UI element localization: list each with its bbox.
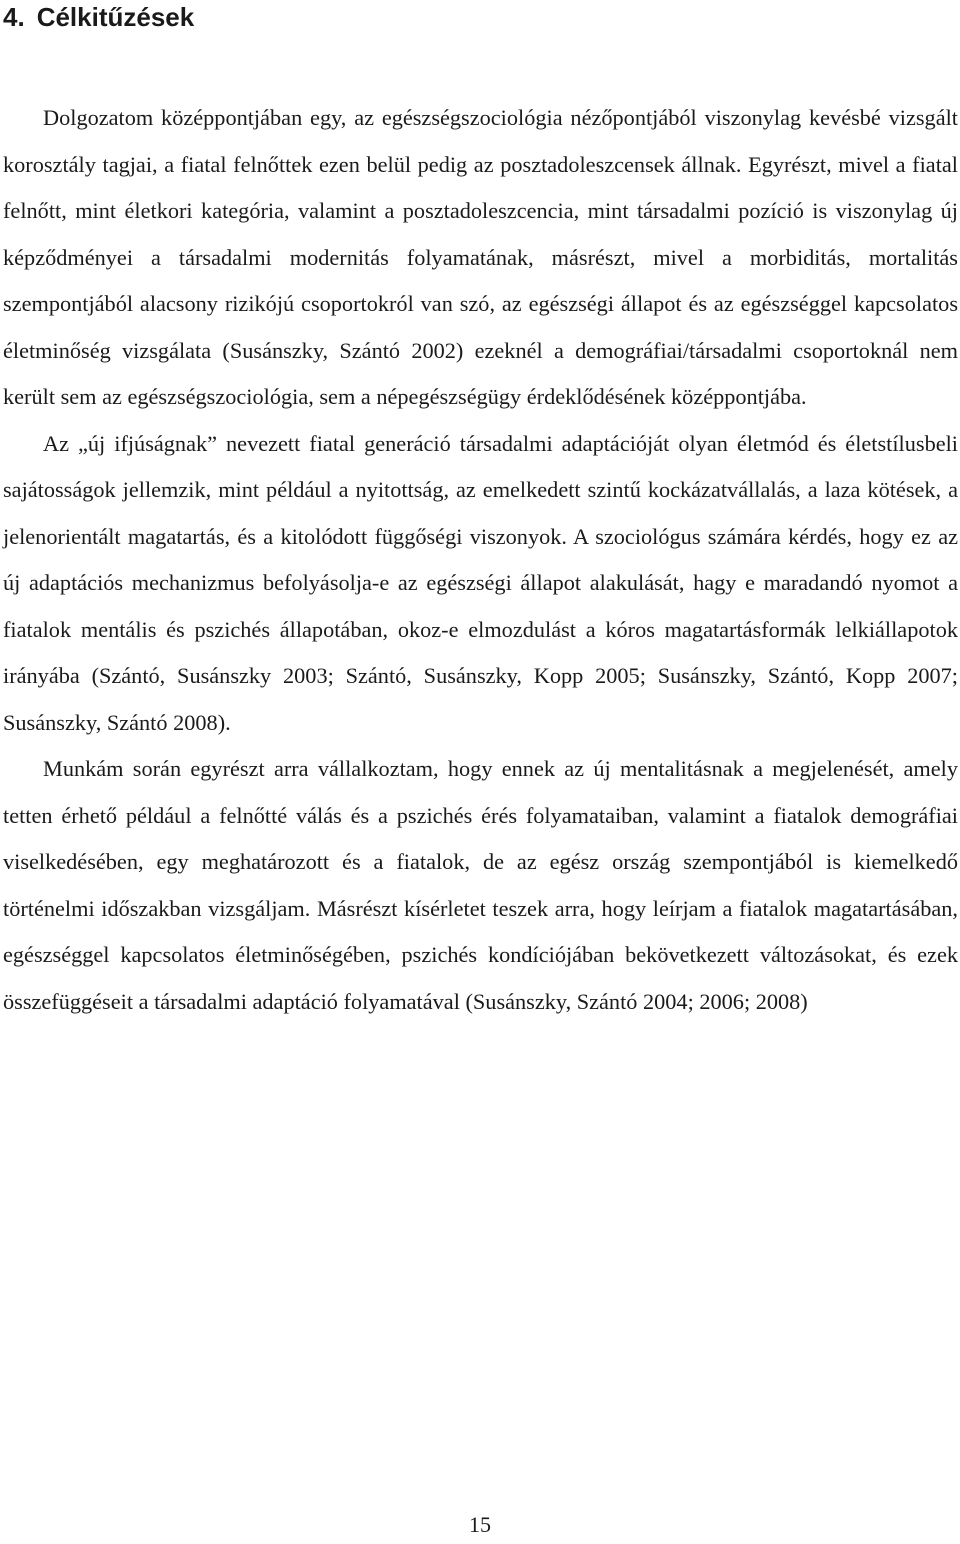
section-heading	[3, 0, 194, 34]
page-number: 15	[469, 1512, 491, 1537]
section-title: Célkitűzések	[36, 2, 195, 32]
paragraph: Dolgozatom középpontjában egy, az egészségszociológia nézőpontjából viszonylag kevésbé vizsgált korosztály tagjai, a fiatal felnőttek ezen belül pedig az posztadoleszcensek állnak. Egyrészt, mivel a fiatal felnőtt, mint életkori kategória, valamint a posztadoleszcencia, mint társadalmi pozíció is viszonylag új képződményei a társadalmi modernitás folyamatának, másrészt, mivel a morbiditás, mortalitás szempontjából alacsony rizikójú csoportokról van szó, az egészségi állapot és az egészséggel kapcsolatos életminőség vizsgálata (Susánszky, Szántó 2002) ezeknél a demográfiai/társadalmi csoportoknál nem került sem az egészségszociológia, sem a népegészségügy érdeklődésének középpontjába.	[3, 105, 958, 409]
section-number: 4.	[3, 2, 25, 32]
paragraph: Az „új ifjúságnak” nevezett fiatal generáció társadalmi adaptációját olyan életmód és életstílusbeli sajátosságok jellemzik, mint például a nyitottság, az emelkedett szintű kockázatvállalás, a laza kötések, a jelenorientált magatartás, és a kitolódott függőségi viszonyok. A szociológus számára kérdés, hogy ez az új adaptációs mechanizmus befolyásolja-e az egészségi állapot alakulását, hagy e maradandó nyomot a fiatalok mentális és pszichés állapotában, okoz-e elmozdulást a kóros magatartásformák lelkiállapotok irányába (Szántó, Susánszky 2003; Szántó, Susánszky, Kopp 2005; Susánszky, Szántó, Kopp 2007; Susánszky, Szántó 2008).	[3, 430, 958, 735]
paragraph: Munkám során egyrészt arra vállalkoztam, hogy ennek az új mentalitásnak a megjelenését, amely tetten érhető például a felnőtté válás és a pszichés érés folyamataiban, valamint a fiatalok demográfiai viselkedésében, egy meghatározott és a fiatalok, de az egész ország szempontjából is kiemelkedő történelmi időszakban vizsgáljam. Másrészt kísérletet teszek arra, hogy leírjam a fiatalok magatartásában, egészséggel kapcsolatos életminőségében, pszichés kondíciójában bekövetkezett változásokat, és ezek összefüggéseit a társadalmi adaptáció folyamatával (Susánszky, Szántó 2004; 2006; 2008)	[3, 756, 958, 1014]
body-text	[3, 95, 958, 1025]
